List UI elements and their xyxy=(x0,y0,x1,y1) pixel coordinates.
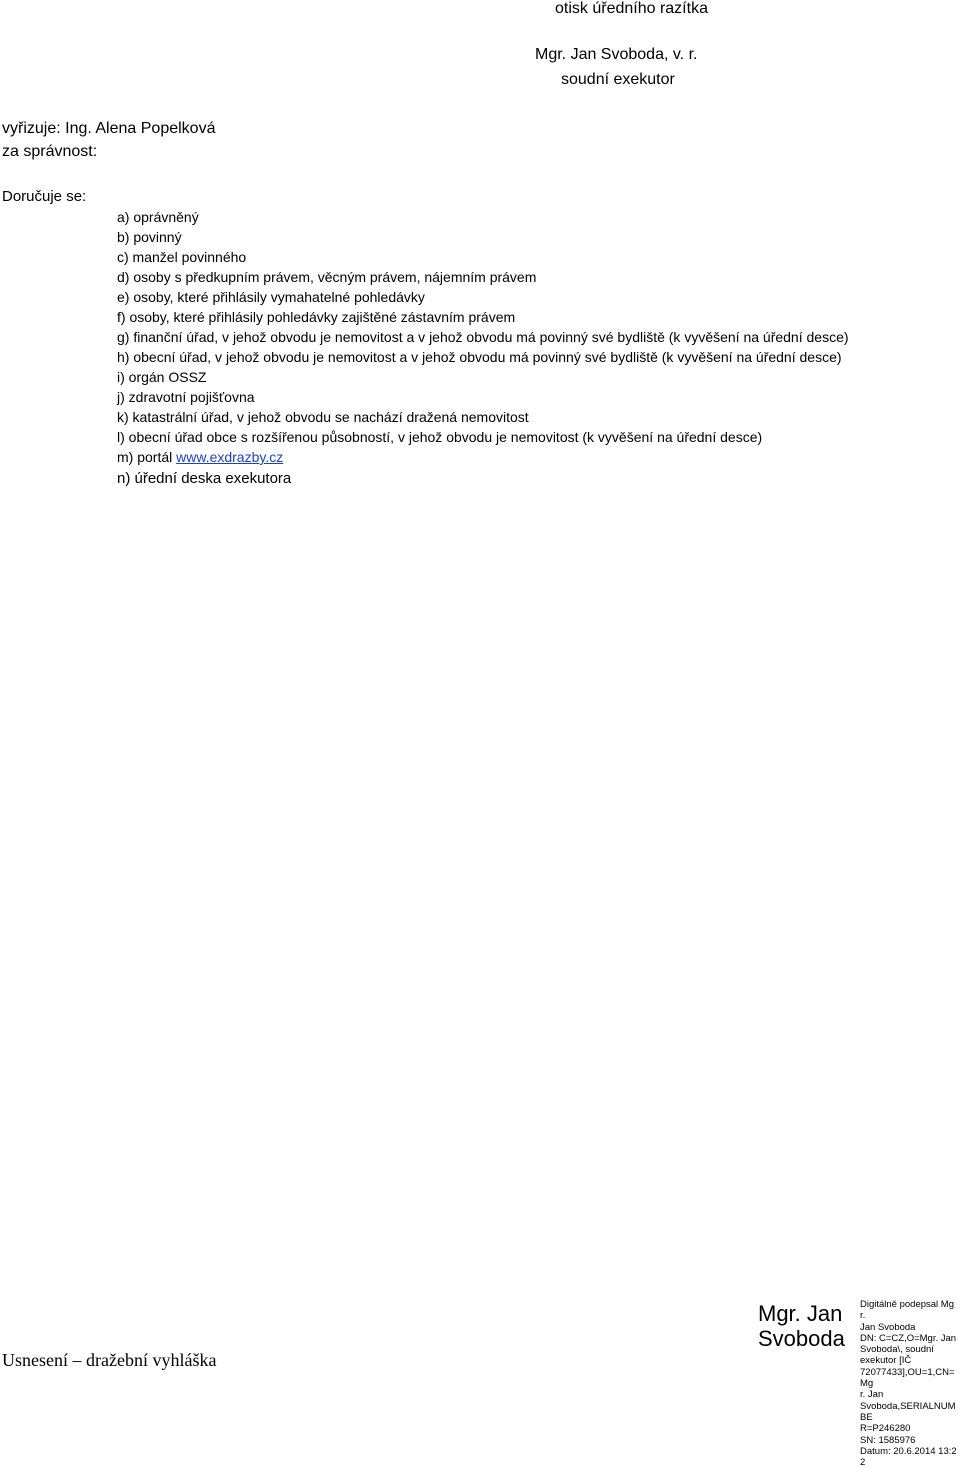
recipient-item: b) povinný xyxy=(117,229,182,245)
signature-detail-line: 72077433],OU=1,CN=Mg xyxy=(860,1366,955,1390)
recipient-item: g) finanční úřad, v jehož obvodu je nemovitost a v jehož obvodu má povinný své bydliště (k vyvěšení na úřední desce) xyxy=(117,329,849,345)
recipient-item: a) oprávněný xyxy=(117,209,199,225)
executor-name: Mgr. Jan Svoboda, v. r. xyxy=(535,46,698,63)
portal-prefix: m) portál xyxy=(117,449,177,465)
correctness-line: za správnost: xyxy=(2,143,98,160)
handler-line: vyřizuje: Ing. Alena Popelková xyxy=(2,120,216,137)
signature-detail-line: Svoboda,SERIALNUMBE xyxy=(860,1400,956,1423)
signature-detail-line: SN: 1585976 xyxy=(860,1434,916,1446)
signature-detail-line: Svoboda\, soudní xyxy=(860,1344,934,1356)
recipient-item: c) manžel povinného xyxy=(117,249,247,265)
stamp-placeholder-label: otisk úředního razítka xyxy=(555,0,708,17)
recipient-item: k) katastrální úřad, v jehož obvodu se nachází dražená nemovitost xyxy=(117,409,529,425)
signature-detail-line: exekutor [IČ xyxy=(860,1355,912,1367)
signature-detail-line: Datum: 20.6.2014 13:22 xyxy=(860,1445,957,1468)
recipient-item: i) orgán OSSZ xyxy=(117,369,207,385)
recipient-item: n) úřední deska exekutora xyxy=(117,470,292,487)
recipient-item-portal xyxy=(117,447,907,467)
signature-detail-line: R=P246280 xyxy=(860,1423,911,1435)
recipient-list xyxy=(117,207,907,491)
signature-detail-line: r. Jan xyxy=(860,1389,884,1401)
digital-signature-details xyxy=(860,1299,959,1468)
recipient-item: f) osoby, které přihlásily pohledávky zajištěné zástavním právem xyxy=(117,309,516,325)
signature-detail-line: Jan Svoboda xyxy=(860,1321,916,1333)
portal-link[interactable]: www.exdrazby.cz xyxy=(176,449,284,465)
recipient-item: h) obecní úřad, v jehož obvodu je nemovitost a v jehož obvodu má povinný své bydliště (k vyvěšení na úřední desce) xyxy=(117,349,842,365)
executor-title: soudní exekutor xyxy=(561,71,675,88)
delivery-heading: Doručuje se: xyxy=(2,188,87,205)
document-title-footer: Usnesení – dražební vyhláška xyxy=(2,1350,217,1370)
signature-detail-line: DN: C=CZ,O=Mgr. Jan xyxy=(860,1332,957,1344)
signature-detail-line: Digitálně podepsal Mgr. xyxy=(860,1299,955,1322)
recipient-item: e) osoby, které přihlásily vymahatelné pohledávky xyxy=(117,289,425,305)
recipient-item: d) osoby s předkupním právem, věcným právem, nájemním právem xyxy=(117,269,537,285)
recipient-item: l) obecní úřad obce s rozšířenou působností, v jehož obvodu je nemovitost (k vyvěšení na úřední desce) xyxy=(117,429,763,445)
signature-name: Mgr. Jan Svoboda xyxy=(758,1301,845,1351)
recipient-item: j) zdravotní pojišťovna xyxy=(117,389,255,405)
